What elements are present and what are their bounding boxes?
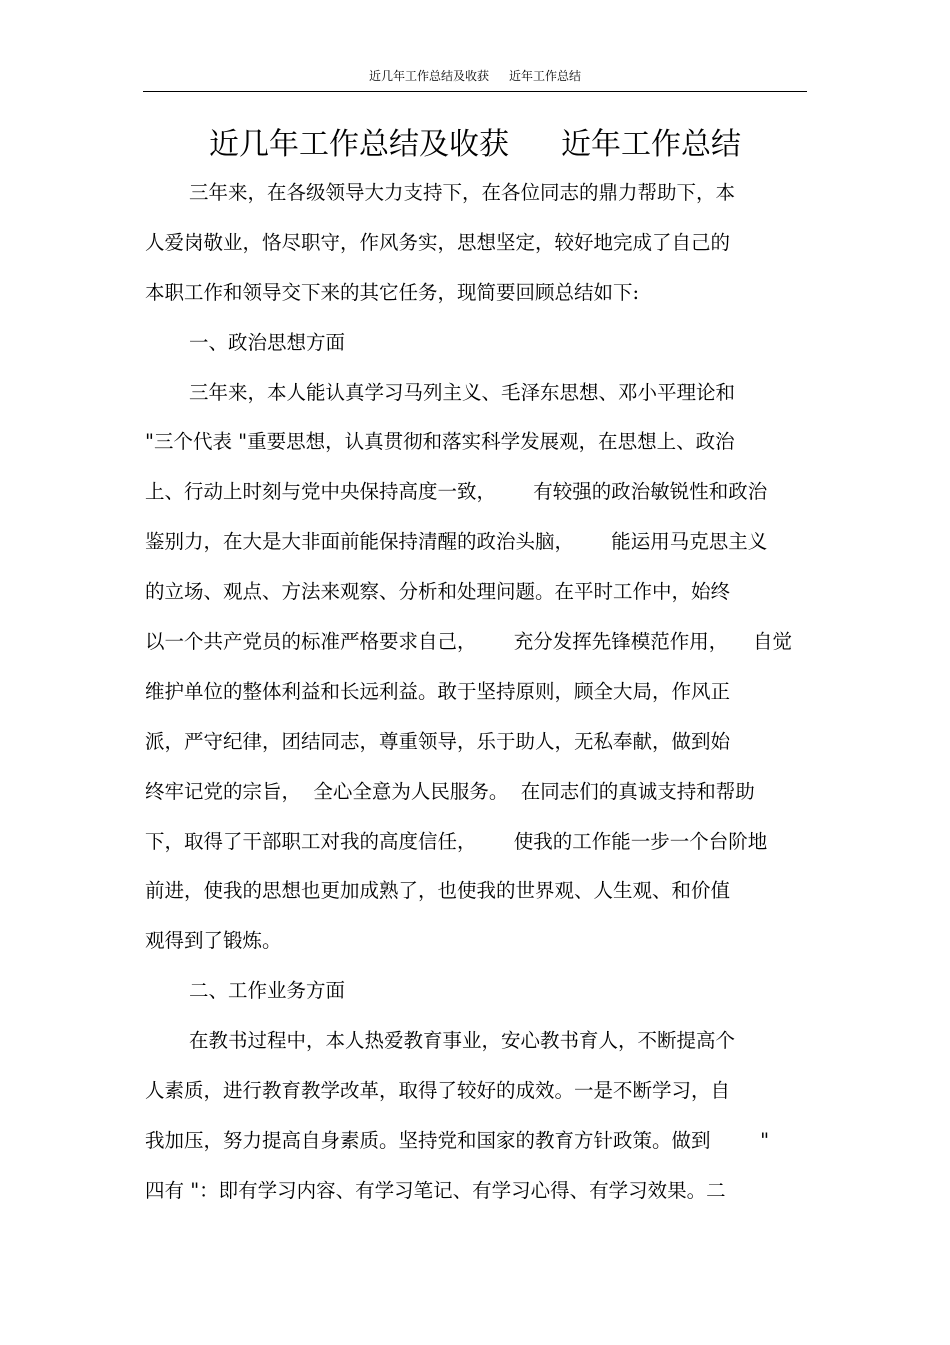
text-line: 我加压，努力提高自身素质。坚持党和国家的教育方针政策。做到 "	[145, 1128, 770, 1152]
text-line: 观得到了锻炼。	[145, 929, 282, 953]
text-line: 派，严守纪律，团结同志，尊重领导，乐于助人，无私奉献，做到始	[145, 729, 731, 753]
running-header-subtitle: 近年工作总结	[509, 69, 582, 83]
document-body	[145, 168, 809, 1216]
document-title	[143, 120, 807, 170]
text-line: "三个代表 "重要思想，认真贯彻和落实科学发展观，在思想上、政治	[145, 430, 735, 454]
text-line: 终牢记党的宗旨， 全心全意为人民服务。 在同志们的真诚支持和帮助	[145, 779, 755, 803]
text-line: 本职工作和领导交下来的其它任务，现简要回顾总结如下:	[145, 280, 640, 304]
section-heading: 一、政治思想方面	[189, 330, 346, 354]
text-line: 四有 "：即有学习内容、有学习笔记、有学习心得、有学习效果。二	[145, 1178, 726, 1202]
text-line: 人素质，进行教育教学改革，取得了较好的成效。一是不断学习，自	[145, 1079, 731, 1103]
section-heading: 二、工作业务方面	[189, 979, 346, 1003]
document-title-main: 近几年工作总结及收获	[209, 127, 509, 162]
text-line: 人爱岗敬业，恪尽职守，作风务实，思想坚定，较好地完成了自己的	[145, 230, 731, 254]
text-line: 前进，使我的思想也更加成熟了，也使我的世界观、人生观、和价值	[145, 879, 731, 903]
running-header	[143, 62, 807, 92]
text-line: 三年来，本人能认真学习马列主义、毛泽东思想、邓小平理论和	[189, 380, 736, 404]
text-line: 维护单位的整体利益和长远利益。敢于坚持原则，顾全大局，作风正	[145, 679, 731, 703]
text-line: 以一个共产党员的标准严格要求自己， 充分发挥先锋模范作用， 自觉	[145, 630, 792, 654]
running-header-title: 近几年工作总结及收获	[368, 69, 489, 83]
text-line: 上、行动上时刻与党中央保持高度一致， 有较强的政治敏锐性和政治	[145, 480, 768, 504]
text-line: 鉴别力，在大是大非面前能保持清醒的政治头脑， 能运用马克思主义	[145, 530, 768, 554]
text-line: 的立场、观点、方法来观察、分析和处理问题。在平时工作中，始终	[145, 580, 731, 604]
text-line: 三年来，在各级领导大力支持下，在各位同志的鼎力帮助下，本	[189, 181, 736, 204]
document-title-sub: 近年工作总结	[561, 127, 741, 162]
text-line: 在教书过程中，本人热爱教育事业，安心教书育人，不断提高个	[189, 1029, 736, 1053]
text-line: 下，取得了干部职工对我的高度信任， 使我的工作能一步一个台阶地	[145, 829, 768, 853]
